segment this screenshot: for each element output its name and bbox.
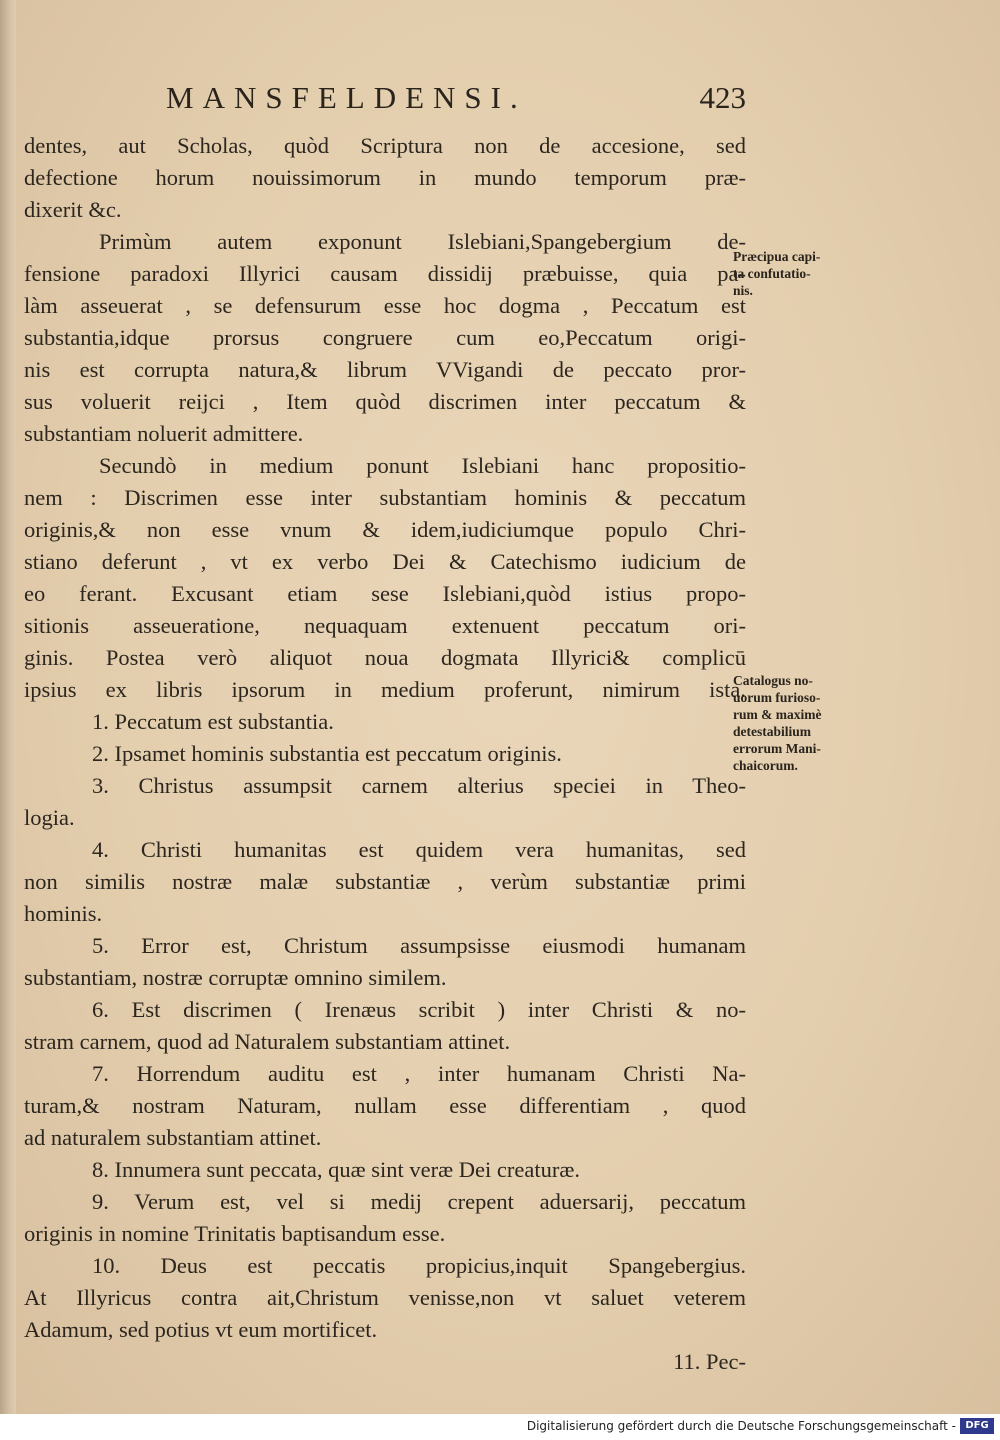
text-line: turam,& nostram Naturam, nullam esse differentiam , quod [24, 1093, 746, 1118]
marginal-note-catalogue [733, 672, 863, 774]
text-line: nis est corrupta natura,& librum VVigandi de peccato pror- [24, 357, 746, 382]
text-line: ipsius ex libris ipsorum in medium proferunt, nimirum ista. [24, 677, 746, 702]
text-line: stiano deferunt , vt ex verbo Dei & Catechismo iudicium de [24, 549, 746, 574]
list-item: 9. Verum est, vel si medij crepent aduersarij, peccatum [92, 1189, 746, 1214]
list-item: 10. Deus est peccatis propicius,inquit Spangebergius. [92, 1253, 746, 1278]
marginal-note-confutation [733, 248, 863, 299]
text-line: Primùm autem exponunt Islebiani,Spangebergium de- [99, 229, 746, 254]
list-item: 3. Christus assumpsit carnem alterius speciei in Theo- [92, 773, 746, 798]
list-item: 6. Est discrimen ( Irenæus scribit ) inter Christi & no- [92, 997, 746, 1022]
marginal-line: Catalogus no- [733, 673, 813, 688]
text-line: hominis. [24, 901, 103, 926]
list-item: 8. Innumera sunt peccata, quæ sint veræ Dei creaturæ. [92, 1157, 580, 1182]
list-item: 1. Peccatum est substantia. [92, 709, 334, 734]
text-line: dixerit &c. [24, 197, 122, 222]
text-line: originis in nomine Trinitatis baptisandum esse. [24, 1221, 446, 1246]
running-head: MANSFELDENSI. [166, 80, 527, 115]
list-item: 4. Christi humanitas est quidem vera humanitas, sed [92, 837, 746, 862]
list-item: 2. Ipsamet hominis substantia est peccatum originis. [92, 741, 562, 766]
list-item: 7. Horrendum auditu est , inter humanam Christi Na- [92, 1061, 746, 1086]
text-line: fensione paradoxi Illyrici causam dissidij præbuisse, quia pa- [24, 261, 746, 286]
footer-bar [0, 1414, 1000, 1440]
text-line: originis,& non esse vnum & idem,iudiciumque populo Chri- [24, 517, 746, 542]
marginal-line: chaicorum. [733, 758, 798, 773]
text-line: substantiam noluerit admittere. [24, 421, 304, 446]
body-text [24, 130, 746, 1378]
text-line: sitionis asseueratione, nequaquam extenuent peccatum ori- [24, 613, 746, 638]
text-line: eo ferant. Excusant etiam sese Islebiani,quòd istius propo- [24, 581, 746, 606]
text-line: ad naturalem substantiam attinet. [24, 1125, 322, 1150]
text-line: logia. [24, 805, 75, 830]
text-line: substantiam, nostræ corruptæ omnino similem. [24, 965, 447, 990]
page-binding-edge [0, 0, 16, 1414]
marginal-line: Præcipua capi- [733, 249, 821, 264]
text-line: Adamum, sed potius vt eum mortificet. [24, 1317, 378, 1342]
list-item: 5. Error est, Christum assumpsisse eiusmodi humanam [92, 933, 746, 958]
dfg-logo-icon: DFG [960, 1418, 994, 1434]
marginal-line: uorum furioso- [733, 690, 821, 705]
text-line: dentes, aut Scholas, quòd Scriptura non de accesione, sed [24, 133, 746, 158]
book-page [16, 0, 1000, 1414]
text-line: sus voluerit reijci , Item quòd discrimen inter peccatum & [24, 389, 746, 414]
page-header [166, 80, 746, 124]
text-line: Secundò in medium ponunt Islebiani hanc propositio- [99, 453, 746, 478]
text-line: stram carnem, quod ad Naturalem substantiam attinet. [24, 1029, 511, 1054]
marginal-line: detestabilium [733, 724, 812, 739]
marginal-line: nis. [733, 283, 753, 298]
text-line: At Illyricus contra ait,Christum venisse,non vt saluet veterem [24, 1285, 746, 1310]
marginal-line: errorum Mani- [733, 741, 821, 756]
text-line: substantia,idque prorsus congruere cum eo,Peccatum origi- [24, 325, 746, 350]
text-line: non similis nostræ malæ substantiæ , verùm substantiæ primi [24, 869, 746, 894]
funding-notice: Digitalisierung gefördert durch die Deutsche Forschungsgemeinschaft - [526, 1419, 956, 1433]
catchword: 11. Pec- [673, 1349, 746, 1374]
marginal-line: ta confutatio- [733, 266, 811, 281]
page-number: 423 [699, 80, 746, 115]
text-line: ginis. Postea verò aliquot noua dogmata Illyrici& complicū [24, 645, 746, 670]
text-line: nem : Discrimen esse inter substantiam hominis & peccatum [24, 485, 746, 510]
text-line: defectione horum nouissimorum in mundo temporum præ- [24, 165, 746, 190]
marginal-line: rum & maximè [733, 707, 822, 722]
text-line: làm asseuerat , se defensurum esse hoc dogma , Peccatum est [24, 293, 746, 318]
